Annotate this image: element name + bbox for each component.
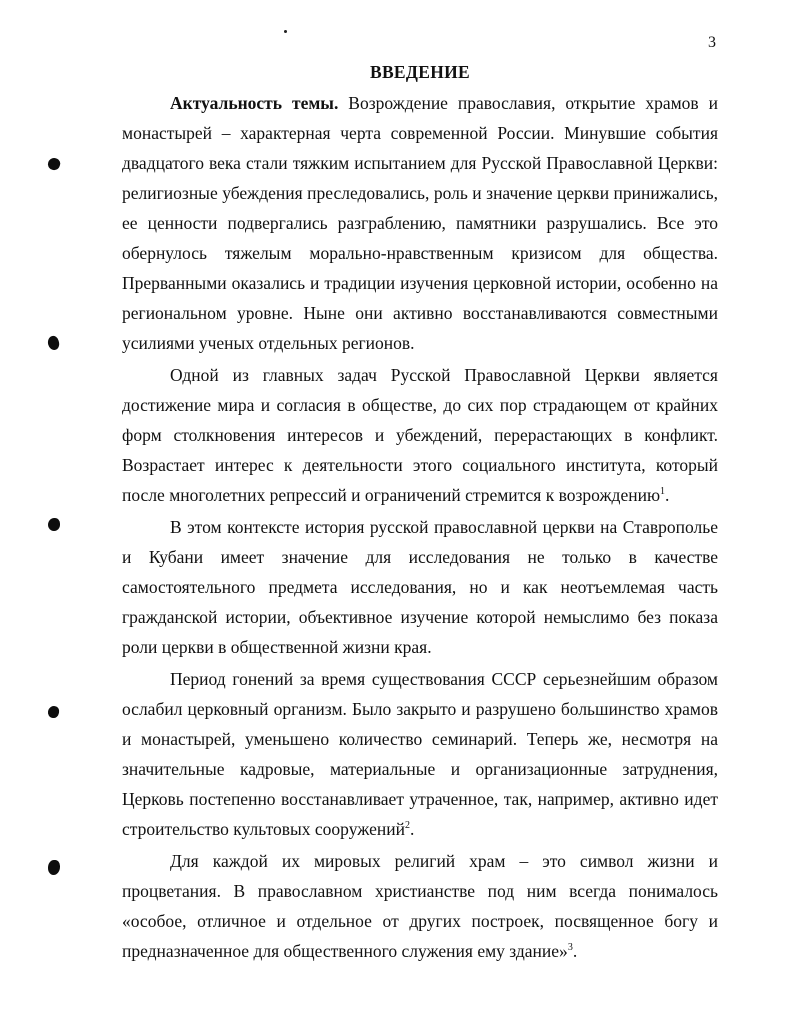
paragraph-end: . xyxy=(572,941,578,961)
binding-hole-mark xyxy=(47,705,60,719)
binding-hole-mark xyxy=(46,156,61,171)
scan-speck xyxy=(284,30,287,33)
paragraph xyxy=(122,664,718,844)
binding-hole-mark xyxy=(48,860,60,875)
page-number: 3 xyxy=(708,34,716,51)
footnote-ref: 1 xyxy=(660,486,666,498)
paragraph xyxy=(122,846,718,966)
paragraph-text: В этом контексте история русской православной церкви на Ставрополье и Кубани имеет значение для исследования не только в качестве самостоятельного предмета исследования, но и как неотъемлемая часть гражданской истории, объективное изучение которой немыслимо без показа роли церкви в общественной жизни края. xyxy=(122,517,718,657)
paragraph-text: Одной из главных задач Русской Православной Церкви является достижение мира и согласия в обществе, до сих пор страдающем от крайних форм столкновения интересов и убеждений, перерастающих в конфликт. Возрастает интерес к деятельности этого социального института, который после многолетних репрессий и ограничений стремится к возрождению xyxy=(122,365,718,505)
paragraph xyxy=(122,360,718,510)
paragraph xyxy=(122,512,718,662)
paragraph-text: Возрождение православия, открытие храмов и монастырей – характерная черта современной России. Минувшие события двадцатого века стали тяжким испытанием для Русской Православной Церкви: религиозные убеждения преследовались, роль и значение церкви принижались, ее ценности подвергались разграблению, памятники разрушались. Все это обернулось тяжелым морально-нравственным кризисом для общества. Прерванными оказались и традиции изучения церковной истории, особенно на региональном уровне. Ныне они активно восстанавливаются совместными усилиями ученых отдельных регионов. xyxy=(122,93,719,353)
body-text xyxy=(122,88,718,966)
footnote-ref: 3 xyxy=(567,942,573,954)
binding-hole-mark xyxy=(48,518,60,531)
paragraph-text: Для каждой их мировых религий храм – это символ жизни и процветания. В православном христианстве под ним всегда понималось «особое, отличное и отдельное от других построек, посвященное богу и предназначенное для общественного служения ему здание» xyxy=(122,851,718,961)
binding-hole-mark xyxy=(46,335,60,351)
paragraph-end: . xyxy=(409,819,415,839)
footnote-ref: 2 xyxy=(404,820,410,832)
paragraph-lead: Актуальность темы. xyxy=(170,93,339,113)
paragraph-relevance xyxy=(122,88,718,358)
paragraph-end: . xyxy=(665,485,670,505)
page-title: ВВЕДЕНИЕ xyxy=(369,62,471,82)
paragraph-text: Период гонений за время существования СССР серьезнейшим образом ослабил церковный организм. Было закрыто и разрушено большинство храмов и монастырей, уменьшено количество семинарий. Теперь же, несмотря на значительные кадровые, материальные и организационные затруднения, Церковь постепенно восстанавливает утраченное, так, например, активно идет строительство культовых сооружений xyxy=(122,669,718,839)
